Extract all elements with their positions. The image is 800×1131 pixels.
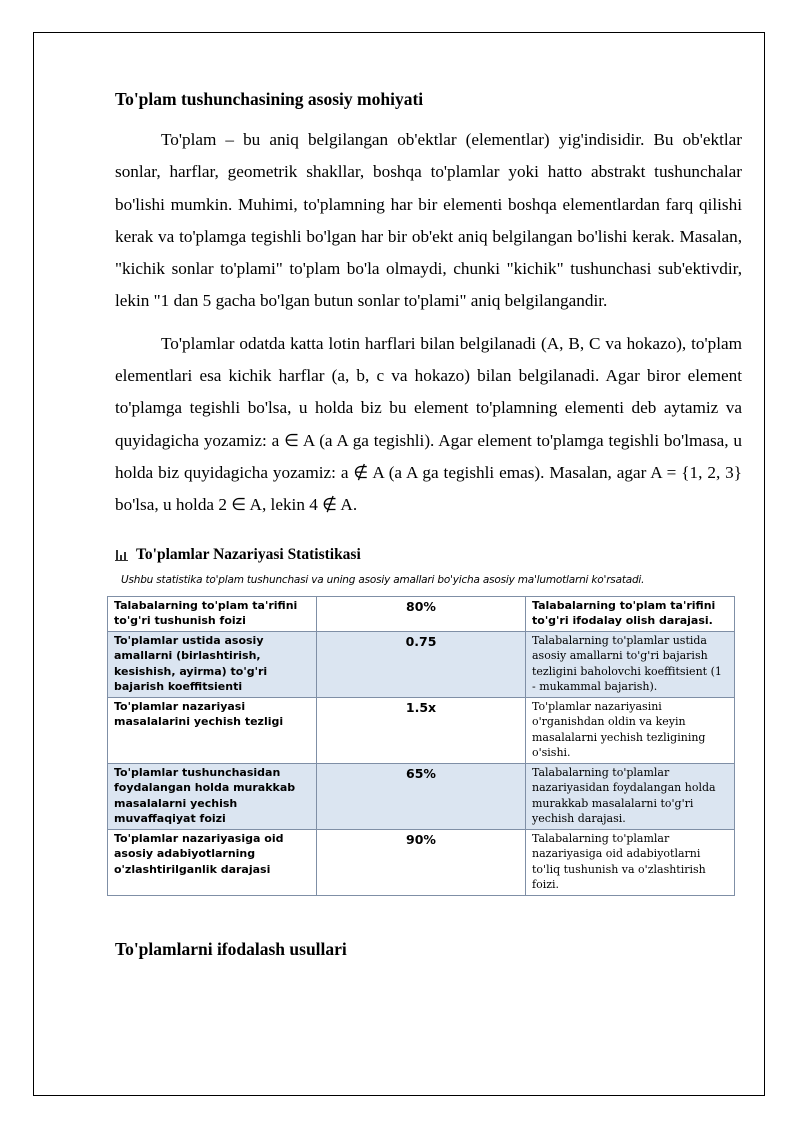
table-row: [108, 763, 735, 829]
section-heading: To'plam tushunchasining asosiy mohiyati: [115, 89, 424, 109]
stats-title: [115, 544, 742, 566]
stats-subtitle: Ushbu statistika to'plam tushunchasi va uning asosiy amallari bo'yicha asosiy ma'lumotlarni ko'rsatadi.: [121, 573, 645, 586]
section-heading: To'plamlarni ifodalash usullari: [115, 938, 347, 959]
row-value: 80%: [317, 596, 526, 631]
row-label: To'plamlar nazariyasi masalalarini yechish tezligi: [108, 697, 317, 763]
row-value: 1.5x: [317, 697, 526, 763]
table-row: [108, 596, 735, 631]
bar-chart-icon: [115, 549, 128, 561]
row-description: Talabalarning to'plam ta'rifini to'g'ri ifodalay olish darajasi.: [526, 596, 735, 631]
stats-title-text: To'plamlar Nazariyasi Statistikasi: [136, 545, 361, 563]
document-body: [115, 84, 742, 964]
row-label: To'plamlar ustida asosiy amallarni (birlashtirish, kesishish, ayirma) to'g'ri bajarish koeffitsienti: [108, 631, 317, 697]
row-description: Talabalarning to'plamlar ustida asosiy amallarni to'g'ri bajarish tezligini baholovchi koeffitsient (1 - mukammal bajarish).: [526, 631, 735, 697]
stats-table: [107, 596, 735, 896]
table-row: [108, 697, 735, 763]
row-value: 65%: [317, 763, 526, 829]
row-value: 90%: [317, 829, 526, 895]
row-value: 0.75: [317, 631, 526, 697]
paragraph: To'plamlar odatda katta lotin harflari bilan belgilanadi (A, B, C va hokazo), to'plam elementlari esa kichik harflar (a, b, c va hokazo) bilan belgilanadi. Agar biror element to'plamga tegishli bo'lsa, u holda biz bu element to'plamning elementi deb aytamiz va quyidagicha yozamiz: a ∈ A (a A ga tegishli). Agar element to'plamga tegishli bo'lmasa, u holda biz quyidagicha yozamiz: a ∉ A (a A ga tegishli emas). Masalan, agar A = {1, 2, 3} bo'lsa, u holda 2 ∈ A, lekin 4 ∉ A.: [115, 333, 742, 515]
row-description: To'plamlar nazariyasini o'rganishdan oldin va keyin masalalarni yechish tezligining o'sishi.: [526, 697, 735, 763]
row-description: Talabalarning to'plamlar nazariyasidan foydalangan holda murakkab masalalarni to'g'ri yechish darajasi.: [526, 763, 735, 829]
row-description: Talabalarning to'plamlar nazariyasiga oid adabiyotlarni to'liq tushunish va o'zlashtirish foizi.: [526, 829, 735, 895]
table-row: [108, 631, 735, 697]
row-label: Talabalarning to'plam ta'rifini to'g'ri tushunish foizi: [108, 596, 317, 631]
table-row: [108, 829, 735, 895]
row-label: To'plamlar tushunchasidan foydalangan holda murakkab masalalarni yechish muvaffaqiyat foizi: [108, 763, 317, 829]
paragraph: To'plam – bu aniq belgilangan ob'ektlar (elementlar) yig'indisidir. Bu ob'ektlar sonlar, harflar, geometrik shakllar, boshqa to'plamlar yoki hatto abstrakt tushunchalar bo'lishi mumkin. Muhimi, to'plamning har bir elementi boshqa elementlardan farq qilishi kerak va to'plamga tegishli bo'lgan har bir ob'ekt aniq belgilangan bo'lishi kerak. Masalan, "kichik sonlar to'plami" to'plam bo'la olmaydi, chunki "kichik" tushunchasi sub'ektivdir, lekin "1 dan 5 gacha bo'lgan butun sonlar to'plami" aniq belgilangandir.: [115, 130, 742, 311]
row-label: To'plamlar nazariyasiga oid asosiy adabiyotlarning o'zlashtirilganlik darajasi: [108, 829, 317, 895]
